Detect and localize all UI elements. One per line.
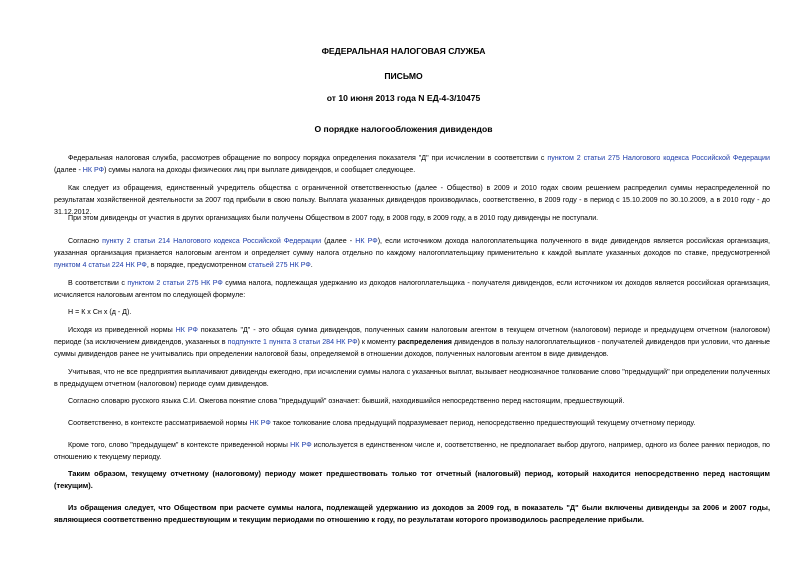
link-art275-p2-nk-rf[interactable]: пунктом 2 статьи 275 НК РФ bbox=[127, 279, 223, 287]
date-number-heading: от 10 июня 2013 года N ЕД-4-3/10475 bbox=[326, 93, 481, 103]
paragraph-2: Как следует из обращения, единственный учредитель общества с ограниченной ответственностью (далее - Общество) в 2009 и 2010 годах своим решением распределил суммы нераспределенной по результатам хозяйственной деятельности за 2007 год прибыли в свою пользу. Выплата указанных дивидендов производилась, соответственно, в 2009 году - в период с 15.10.2009 по 30.10.2009, а в 2010 году - до 31.12.2012. bbox=[54, 184, 770, 217]
p4-text-3: ), если источником дохода налогоплательщика полученного в виде дивидендов является российская организация, указанная организация признается налоговым агентом и определяет сумму налога отдельно по каждому налогоплательщику применительно к каждой выплате указанных доходов по ставке, предусмотренной bbox=[54, 237, 770, 258]
link-nk-rf[interactable]: НК РФ bbox=[355, 237, 378, 245]
paragraph-12-conclusion: Из обращения следует, что Обществом при расчете суммы налога, подлежащей удержанию из доходов за 2009 год, в показатель "Д" были включены дивиденды за 2006 и 2007 годы, являющиеся соответственно предшествующим и текущим периодами по отношению к году, по результатам которого производилось распределение прибыли. bbox=[54, 503, 770, 525]
paragraph-3: При этом дивиденды от участия в других организациях были получены Обществом в 2007 году, в 2008 году, в 2009 году, а в 2010 году дивиденды не поступали. bbox=[68, 214, 599, 222]
p4-text-4: , в порядке, предусмотренном bbox=[146, 261, 249, 270]
p1-text-3: ) суммы налога на доходы физических лиц при выплате дивидендов, и сообщает следующее. bbox=[104, 166, 416, 175]
link-art224-p4-nk-rf[interactable]: пунктом 4 статьи 224 НК РФ bbox=[54, 261, 147, 270]
p4-text-5: . bbox=[310, 261, 313, 270]
p9-text-2: такое толкование слова предыдущий подразумевает период, непосредственно предшествующий текущему отчетному периоду. bbox=[270, 419, 696, 427]
paragraph-8: Согласно словарю русского языка С.И. Ожегова понятие слова "предыдущий" означает: бывший, находившийся непосредственно перед настоящим, предшествующий. bbox=[68, 397, 625, 405]
paragraph-4 bbox=[54, 235, 770, 272]
paragraph-10 bbox=[54, 439, 770, 463]
p5-text-1: В соответствии с bbox=[68, 279, 128, 287]
p4-text-1: Согласно bbox=[68, 237, 103, 245]
document-type-heading: ПИСЬМО bbox=[384, 71, 423, 81]
p9-text-1: Соответственно, в контексте рассматриваемой нормы bbox=[68, 419, 250, 427]
link-art284-p3-pp1-nk-rf[interactable]: подпункте 1 пункта 3 статьи 284 НК РФ bbox=[227, 338, 358, 347]
paragraph-6 bbox=[54, 324, 770, 361]
p10-text-1: Кроме того, слово "предыдущем" в контексте приведенной нормы bbox=[68, 441, 291, 449]
link-nk-rf[interactable]: НК РФ bbox=[249, 419, 271, 427]
link-art214-p2-nk-rf[interactable]: пункту 2 статьи 214 Налогового кодекса Российской Федерации bbox=[102, 237, 322, 245]
link-nk-rf[interactable]: НК РФ bbox=[290, 441, 312, 449]
p6-text-3: ) к моменту bbox=[357, 338, 398, 347]
p10-text-2: используется в единственном числе и, соответственно, не предполагает выбор другого, например, одного из более ранних периодов, по отношению к текущему периоду. bbox=[54, 441, 770, 462]
paragraph-1 bbox=[54, 152, 770, 176]
link-art275-p2-nk-rf[interactable]: пунктом 2 статьи 275 Налогового кодекса Российской Федерации bbox=[547, 154, 770, 162]
paragraph-7: Учитывая, что не все предприятия выплачивают дивиденды ежегодно, при исчислении суммы налога с указанных выплат, вызывает неоднозначное толкование слово "предыдущий" при определении полученных в предыдущем отчетном (налоговом) периоде сумм дивидендов. bbox=[54, 368, 770, 389]
link-art275-nk-rf[interactable]: статьей 275 НК РФ bbox=[248, 261, 311, 270]
p1-text-2: (далее - bbox=[54, 166, 83, 175]
link-nk-rf[interactable]: НК РФ bbox=[175, 326, 198, 334]
p6-text-2: показатель "Д" - это общая сумма дивидендов, полученных самим налоговым агентом в текущем отчетном (налоговом) периоде и предыдущем отчетном (налоговом) периоде (за исключением дивидендов, указанных в bbox=[54, 326, 770, 347]
link-nk-rf[interactable]: НК РФ bbox=[82, 166, 105, 175]
paragraph-11-conclusion: Таким образом, текущему отчетному (налоговому) периоду может предшествовать только тот отчетный (налоговый) период, который находится непосредственно перед настоящим (текущим). bbox=[54, 469, 770, 491]
agency-heading: ФЕДЕРАЛЬНАЯ НАЛОГОВАЯ СЛУЖБА bbox=[321, 46, 486, 56]
p6-bold-word: распределения bbox=[397, 338, 452, 347]
subject-heading: О порядке налогообложения дивидендов bbox=[314, 124, 493, 134]
p4-text-2: (далее - bbox=[321, 237, 356, 245]
paragraph-9 bbox=[54, 417, 770, 429]
p1-text-1: Федеральная налоговая служба, рассмотрев обращение по вопросу порядка определения показателя "Д" при исчислении в соответствии с bbox=[68, 154, 548, 162]
p5-text-2: сумма налога, подлежащая удержанию из доходов налогоплательщика - получателя дивидендов, если источником их доходов является российская организация, исчисляется налоговым агентом по следующей формуле: bbox=[54, 279, 771, 300]
p6-text-1: Исходя из приведенной нормы bbox=[68, 326, 176, 334]
paragraph-5 bbox=[54, 277, 770, 301]
p6-text-4: дивидендов в пользу налогоплательщиков - получателей дивидендов при условии, что данные суммы дивидендов ранее не учитывались при определении налоговой базы, определяемой в отношении доходов, полученных налоговым агентом в виде дивидендов. bbox=[54, 338, 770, 359]
tax-formula: Н = К х Сн х (д - Д). bbox=[68, 308, 132, 316]
